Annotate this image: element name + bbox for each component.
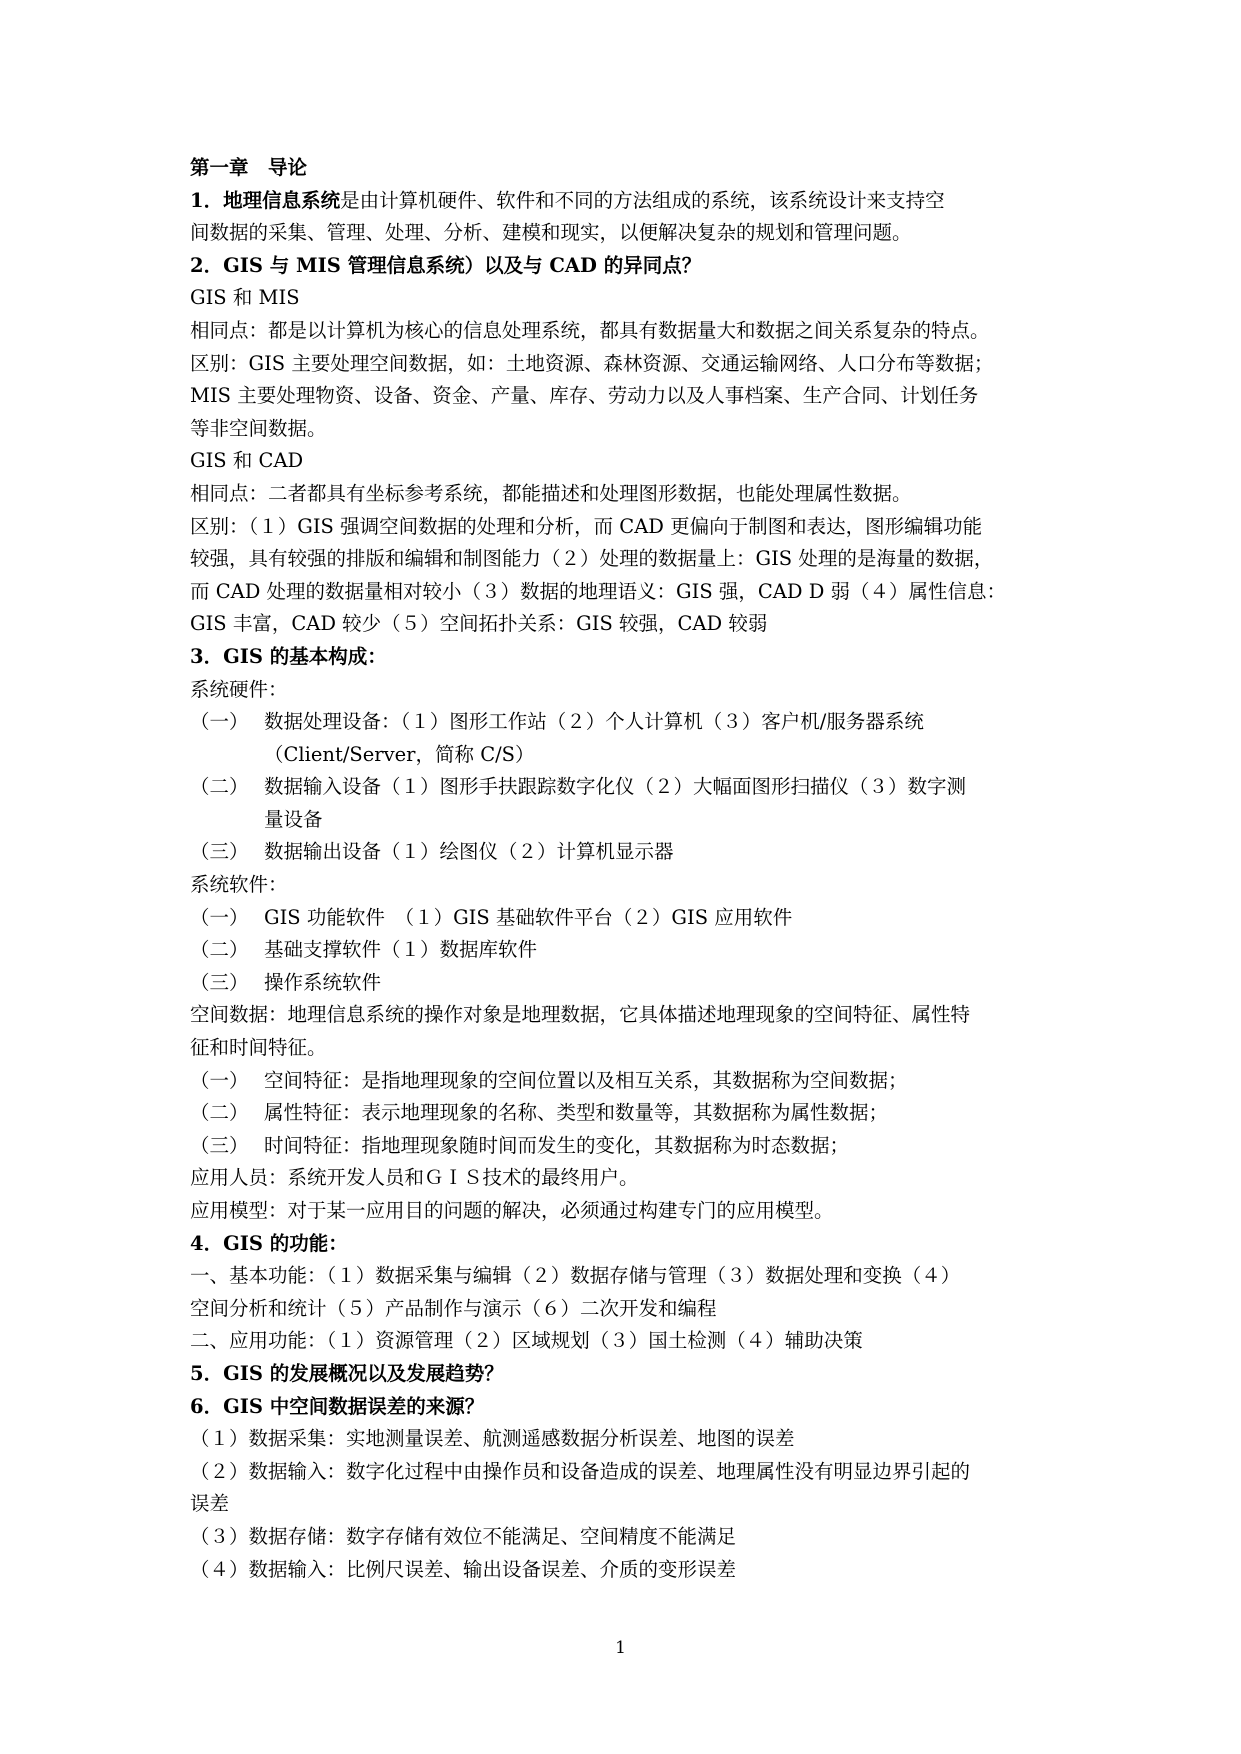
section-5-heading: 5．GIS 的发展概况以及发展趋势？	[190, 1361, 504, 1385]
application-people: 应用人员：系统开发人员和ＧＩＳ技术的最终用户。	[190, 1166, 639, 1190]
section-1-line-1	[190, 185, 1058, 218]
error-source-1: （１）数据采集：实地测量误差、航测遥感数据分析误差、地图的误差	[190, 1427, 795, 1451]
list-text: 属性特征：表示地理现象的名称、类型和数量等，其数据称为属性数据；	[264, 1101, 889, 1125]
list-item	[190, 934, 1058, 967]
list-marker: （三）	[190, 970, 249, 994]
list-text: 时间特征：指地理现象随时间而发生的变化，其数据称为时态数据；	[264, 1133, 850, 1157]
list-text: GIS 功能软件 （１）GIS 基础软件平台（２）GIS 应用软件	[264, 905, 793, 929]
section-2-heading: 2．GIS 与 MIS 管理信息系统）以及与 CAD 的异同点？	[190, 253, 702, 277]
list-marker: （二）	[190, 938, 249, 962]
gis-cad-title: GIS 和 CAD	[190, 449, 304, 473]
list-marker: （三）	[190, 840, 249, 864]
list-text: 空间特征：是指地理现象的空间位置以及相互关系，其数据称为空间数据；	[264, 1068, 908, 1092]
list-marker: （三）	[190, 1133, 249, 1157]
list-item	[190, 706, 1058, 739]
basic-functions-line-1: 一、基本功能：（１）数据采集与编辑（２）数据存储与管理（３）数据处理和变换（４）	[190, 1264, 961, 1288]
list-item-continuation: （Client/Server，简称 C/S）	[264, 742, 535, 766]
gis-cad-similarity: 相同点：二者都具有坐标参考系统，都能描述和处理图形数据，也能处理属性数据。	[190, 481, 912, 505]
section-3-heading: 3．GIS 的基本构成：	[190, 644, 387, 668]
list-text: 数据输出设备（１）绘图仪（２）计算机显示器	[264, 840, 674, 864]
list-item	[190, 836, 1058, 869]
gis-mis-difference-2: MIS 主要处理物资、设备、资金、产量、库存、劳动力以及人事档案、生产合同、计划任务	[190, 384, 979, 408]
list-marker: （二）	[190, 775, 249, 799]
section-1-heading: 1．地理信息系统	[190, 188, 341, 212]
list-marker: （一）	[190, 710, 249, 734]
gis-mis-difference-1: 区别：GIS 主要处理空间数据，如：土地资源、森林资源、交通运输网络、人口分布等数据；	[190, 351, 994, 375]
basic-functions-line-2: 空间分析和统计（５）产品制作与演示（６）二次开发和编程	[190, 1296, 717, 1320]
list-marker: （一）	[190, 905, 249, 929]
list-marker: （一）	[190, 1068, 249, 1092]
list-text: 数据处理设备：（１）图形工作站（２）个人计算机（３）客户机/服务器系统	[264, 710, 924, 734]
error-source-3: （３）数据存储：数字存储有效位不能满足、空间精度不能满足	[190, 1524, 737, 1548]
application-model: 应用模型：对于某一应用目的问题的解决，必须通过构建专门的应用模型。	[190, 1199, 834, 1222]
page-number: 1	[615, 1638, 626, 1658]
list-item	[190, 967, 1058, 1000]
software-title: 系统软件：	[190, 873, 288, 897]
section-4-heading: 4．GIS 的功能：	[190, 1231, 348, 1255]
gis-cad-difference-2: 较强，具有较强的排版和编辑和制图能力（２）处理的数据量上：GIS 处理的是海量的数据，	[190, 547, 994, 571]
list-text: 数据输入设备（１）图形手扶跟踪数字化仪（２）大幅面图形扫描仪（３）数字测	[264, 775, 967, 799]
chapter-title: 第一章 导论	[190, 156, 308, 179]
page-content	[190, 152, 1058, 1586]
gis-mis-title: GIS 和 MIS	[190, 286, 300, 310]
list-item	[190, 902, 1058, 935]
spatial-data-line-1: 空间数据：地理信息系统的操作对象是地理数据，它具体描述地理现象的空间特征、属性特	[190, 1003, 971, 1027]
gis-cad-difference-3: 而 CAD 处理的数据量相对较小（３）数据的地理语义：GIS 强，CAD D 弱（４）属性信息：	[190, 579, 1007, 603]
hardware-title: 系统硬件：	[190, 677, 288, 701]
gis-mis-difference-3: 等非空间数据。	[190, 416, 327, 440]
list-item-continuation: 量设备	[264, 807, 323, 831]
section-1-line-2: 间数据的采集、管理、处理、分析、建模和现实，以便解决复杂的规划和管理问题。	[190, 221, 912, 245]
error-source-2: （２）数据输入：数字化过程中由操作员和设备造成的误差、地理属性没有明显边界引起的	[190, 1459, 971, 1483]
list-marker: （二）	[190, 1101, 249, 1125]
gis-mis-similarity: 相同点：都是以计算机为核心的信息处理系统，都具有数据量大和数据之间关系复杂的特点。	[190, 318, 990, 342]
list-item	[190, 1097, 1058, 1130]
list-item	[190, 771, 1058, 804]
application-functions: 二、应用功能：（１）资源管理（２）区域规划（３）国土检测（４）辅助决策	[190, 1329, 863, 1353]
list-text: 基础支撑软件（１）数据库软件	[264, 938, 538, 962]
list-text: 操作系统软件	[264, 970, 382, 994]
gis-cad-difference-4: GIS 丰富，CAD 较少（５）空间拓扑关系：GIS 较强，CAD 较弱	[190, 612, 768, 636]
error-source-4: （４）数据输入：比例尺误差、输出设备误差、介质的变形误差	[190, 1557, 737, 1581]
section-1-definition: 是由计算机硬件、软件和不同的方法组成的系统，该系统设计来支持空	[340, 188, 945, 212]
section-6-heading: 6．GIS 中空间数据误差的来源？	[190, 1394, 485, 1418]
list-item	[190, 1130, 1058, 1163]
error-source-2-continuation: 误差	[190, 1492, 230, 1516]
spatial-data-line-2: 征和时间特征。	[190, 1036, 327, 1060]
list-item	[190, 1065, 1058, 1098]
gis-cad-difference-1: 区别：（１）GIS 强调空间数据的处理和分析，而 CAD 更偏向于制图和表达，图形编辑功能	[190, 514, 983, 538]
